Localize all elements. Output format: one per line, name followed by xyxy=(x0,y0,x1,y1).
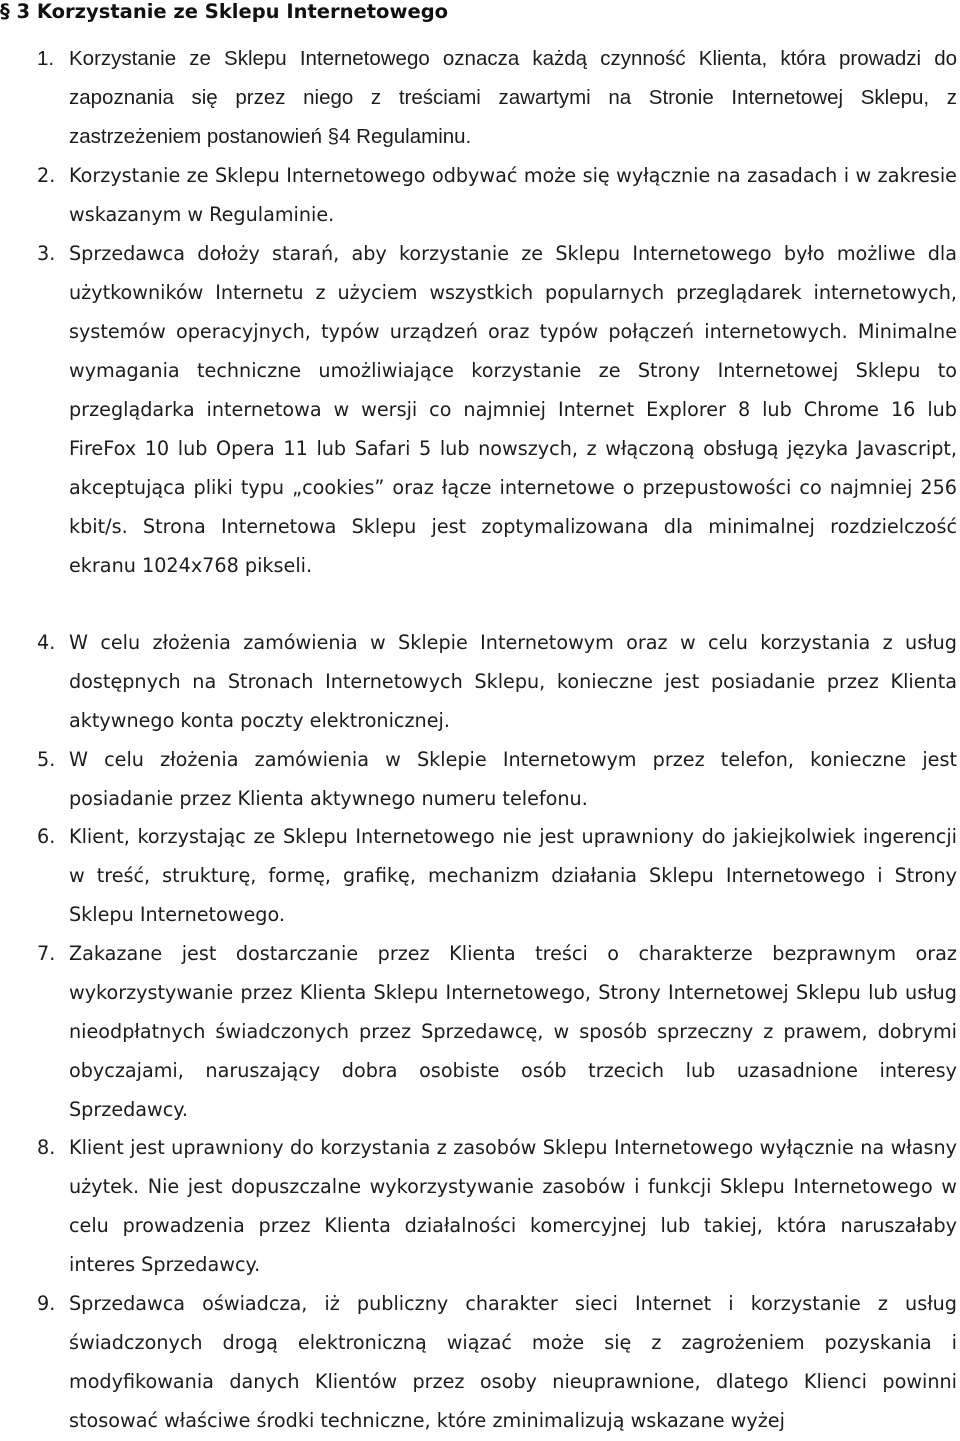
clause-number: 9. xyxy=(37,1292,56,1315)
clause-item xyxy=(37,235,957,586)
clause-item xyxy=(37,935,957,1130)
clause-number: 2. xyxy=(37,164,56,187)
clause-number: 7. xyxy=(37,942,56,965)
clause-text: Zakazane jest dostarczanie przez Klienta treści o charakterze bezprawnym oraz wykorzystywanie przez Klienta Sklepu Internetowego, Strony Internetowej Sklepu lub usług nieodpłatnych świadczonych przez Sprzedawcę, w sposób sprzeczny z prawem, dobrymi obyczajami, naruszający dobra osobiste osób trzecich lub uzasadnione interesy Sprzedawcy. xyxy=(69,942,957,1121)
clause-number: 1. xyxy=(37,47,55,70)
clause-item xyxy=(37,1285,957,1441)
clause-number: 6. xyxy=(37,825,56,848)
clause-text: Klient jest uprawniony do korzystania z zasobów Sklepu Internetowego wyłącznie na własny użytek. Nie jest dopuszczalne wykorzystywanie zasobów i funkcji Sklepu Internetowego w celu prowadzenia przez Klienta działalności komercyjnej lub takiej, która naruszałaby interes Sprzedawcy. xyxy=(69,1136,957,1276)
clause-item xyxy=(37,1129,957,1285)
clause-number: 5. xyxy=(37,748,56,771)
clause-number: 8. xyxy=(37,1136,56,1159)
clause-text: Klient, korzystając ze Sklepu Internetowego nie jest uprawniony do jakiejkolwiek ingerencji w treść, strukturę, formę, grafikę, mechanizm działania Sklepu Internetowego i Strony Sklepu Internetowego. xyxy=(69,825,957,926)
clause-text: Korzystanie ze Sklepu Internetowego oznacza każdą czynność Klienta, która prowadzi do zapoznania się przez niego z treściami zawartymi na Stronie Internetowej Sklepu, z zastrzeżeniem postanowień §4 Regulaminu. xyxy=(69,47,957,148)
clause-item xyxy=(37,818,957,935)
clause-text: Sprzedawca dołoży starań, aby korzystanie ze Sklepu Internetowego było możliwe dla użytkowników Internetu z użyciem wszystkich popularnych przeglądarek internetowych, systemów operacyjnych, typów urządzeń oraz typów połączeń internetowych. Minimalne wymagania techniczne umożliwiające korzystanie ze Strony Internetowej Sklepu to przeglądarka internetowa w wersji co najmniej Internet Explorer 8 lub Chrome 16 lub FireFox 10 lub Opera 11 lub Safari 5 lub nowszych, z włączoną obsługą języka Javascript, akceptująca pliki typu „cookies” oraz łącze internetowe o przepustowości co najmniej 256 kbit/s. Strona Internetowa Sklepu jest zoptymalizowana dla minimalnej rozdzielczość ekranu 1024x768 pikseli. xyxy=(69,242,957,577)
clause-number: 3. xyxy=(37,242,56,265)
clause-item xyxy=(37,741,957,819)
clause-text: Sprzedawca oświadcza, iż publiczny charakter sieci Internet i korzystanie z usług świadczonych drogą elektroniczną wiązać może się z zagrożeniem pozyskania i modyfikowania danych Klientów przez osoby nieuprawnione, dlatego Klienci powinni stosować właściwe środki techniczne, które zminimalizują wskazane wyżej xyxy=(69,1292,957,1432)
clause-text: Korzystanie ze Sklepu Internetowego odbywać może się wyłącznie na zasadach i w zakresie wskazanym w Regulaminie. xyxy=(69,164,957,226)
section-heading: § 3 Korzystanie ze Sklepu Internetowego xyxy=(0,0,449,23)
clause-item xyxy=(37,40,957,157)
clause-number: 4. xyxy=(37,631,56,654)
clause-item xyxy=(37,157,957,235)
clause-item xyxy=(37,624,957,741)
clause-text: W celu złożenia zamówienia w Sklepie Internetowym oraz w celu korzystania z usług dostępnych na Stronach Internetowych Sklepu, konieczne jest posiadanie przez Klienta aktywnego konta poczty elektronicznej. xyxy=(69,631,957,732)
clause-text: W celu złożenia zamówienia w Sklepie Internetowym przez telefon, konieczne jest posiadanie przez Klienta aktywnego numeru telefonu. xyxy=(69,748,957,810)
